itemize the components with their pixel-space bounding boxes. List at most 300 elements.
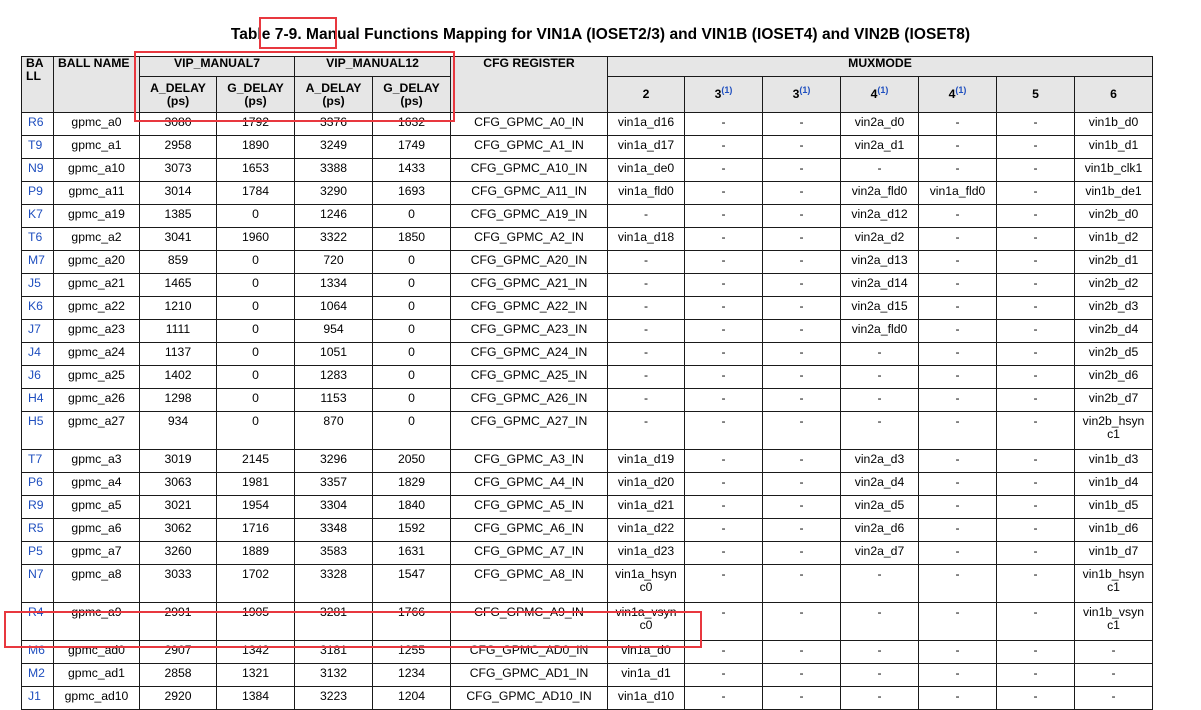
cell-ball-name: gpmc_a23 xyxy=(54,320,140,343)
cell-vip12-g-delay: 1766 xyxy=(373,603,451,641)
header-muxmode-col: 3$^{(1)}$ xyxy=(763,77,841,113)
cell-ball[interactable]: T6 xyxy=(22,228,54,251)
cell-mux2: vin1a_vsyn c0 xyxy=(608,603,685,641)
table-row xyxy=(22,687,1153,710)
cell-vip7-g-delay: 1889 xyxy=(217,542,295,565)
cell-vip7-g-delay: 0 xyxy=(217,343,295,366)
header-cfg-register: CFG REGISTER xyxy=(451,57,608,113)
cell-mux4a: - xyxy=(841,343,919,366)
cell-vip7-a-delay: 3073 xyxy=(140,159,217,182)
cell-mux4b: - xyxy=(919,473,997,496)
cell-vip7-g-delay: 1960 xyxy=(217,228,295,251)
header-a-delay: A_DELAY (ps) xyxy=(140,77,217,113)
cell-vip12-g-delay: 1840 xyxy=(373,496,451,519)
cell-vip7-g-delay: 1784 xyxy=(217,182,295,205)
cell-mux4a: - xyxy=(841,687,919,710)
cell-mux3b: - xyxy=(763,412,841,450)
cell-ball-name: gpmc_a2 xyxy=(54,228,140,251)
cell-mux2: - xyxy=(608,205,685,228)
cell-mux6: - xyxy=(1075,687,1153,710)
cell-mux3a: - xyxy=(685,274,763,297)
cell-vip7-g-delay: 0 xyxy=(217,320,295,343)
cell-mux5: - xyxy=(997,228,1075,251)
cell-vip12-a-delay: 3223 xyxy=(295,687,373,710)
cell-mux3a: - xyxy=(685,182,763,205)
cell-vip12-a-delay: 3281 xyxy=(295,603,373,641)
cell-mux3a: - xyxy=(685,136,763,159)
cell-vip12-g-delay: 0 xyxy=(373,412,451,450)
cell-mux3b: - xyxy=(763,687,841,710)
cell-mux4b: - xyxy=(919,687,997,710)
table-row xyxy=(22,113,1153,136)
mapping-table xyxy=(21,56,1153,710)
cell-vip7-g-delay: 1653 xyxy=(217,159,295,182)
cell-ball[interactable]: J1 xyxy=(22,687,54,710)
cell-mux3a: - xyxy=(685,343,763,366)
cell-mux5: - xyxy=(997,320,1075,343)
header-muxmode-col: 3$^{(1)}$ xyxy=(685,77,763,113)
cell-vip7-a-delay: 3062 xyxy=(140,519,217,542)
cell-mux6: vin2b_d6 xyxy=(1075,366,1153,389)
cell-mux2: vin1a_de0 xyxy=(608,159,685,182)
header-muxmode-col: 4$^{(1)}$ xyxy=(841,77,919,113)
cell-mux3a: - xyxy=(685,473,763,496)
cell-mux6: vin2b_d7 xyxy=(1075,389,1153,412)
cell-mux4b: - xyxy=(919,274,997,297)
cell-mux3b: - xyxy=(763,320,841,343)
cell-cfg-register: CFG_GPMC_A20_IN xyxy=(451,251,608,274)
table-row xyxy=(22,251,1153,274)
cell-vip7-a-delay: 2958 xyxy=(140,136,217,159)
table-row xyxy=(22,542,1153,565)
cell-vip12-g-delay: 1632 xyxy=(373,113,451,136)
cell-cfg-register: CFG_GPMC_A8_IN xyxy=(451,565,608,603)
table-row xyxy=(22,664,1153,687)
table-row xyxy=(22,343,1153,366)
cell-mux3a: - xyxy=(685,496,763,519)
table-row xyxy=(22,519,1153,542)
cell-mux3b: - xyxy=(763,473,841,496)
table-row xyxy=(22,228,1153,251)
cell-vip12-g-delay: 0 xyxy=(373,343,451,366)
cell-ball-name: gpmc_a9 xyxy=(54,603,140,641)
cell-mux5: - xyxy=(997,565,1075,603)
cell-ball[interactable]: M6 xyxy=(22,641,54,664)
cell-ball[interactable]: M2 xyxy=(22,664,54,687)
footnote-ref[interactable]: (1) xyxy=(955,85,967,95)
header-g-delay: G_DELAY (ps) xyxy=(373,77,451,113)
cell-ball[interactable]: P6 xyxy=(22,473,54,496)
cell-ball-name: gpmc_a0 xyxy=(54,113,140,136)
cell-ball-name: gpmc_a4 xyxy=(54,473,140,496)
cell-mux4a: vin2a_d1 xyxy=(841,136,919,159)
cell-vip12-g-delay: 1631 xyxy=(373,542,451,565)
cell-mux5: - xyxy=(997,664,1075,687)
cell-mux4b: - xyxy=(919,320,997,343)
cell-mux3b: - xyxy=(763,542,841,565)
cell-mux4b: - xyxy=(919,389,997,412)
cell-ball-name: gpmc_ad10 xyxy=(54,687,140,710)
cell-ball[interactable]: R5 xyxy=(22,519,54,542)
cell-cfg-register: CFG_GPMC_A9_IN xyxy=(451,603,608,641)
cell-mux3a: - xyxy=(685,641,763,664)
cell-vip7-a-delay: 1210 xyxy=(140,297,217,320)
table-row xyxy=(22,412,1153,450)
cell-mux2: vin1a_d0 xyxy=(608,641,685,664)
cell-mux3b: - xyxy=(763,565,841,603)
cell-cfg-register: CFG_GPMC_A4_IN xyxy=(451,473,608,496)
cell-ball-name: gpmc_ad0 xyxy=(54,641,140,664)
cell-ball[interactable]: J6 xyxy=(22,366,54,389)
cell-mux2: vin1a_d10 xyxy=(608,687,685,710)
cell-vip7-a-delay: 1402 xyxy=(140,366,217,389)
cell-mux4b: - xyxy=(919,113,997,136)
cell-mux5: - xyxy=(997,473,1075,496)
cell-mux4a: vin2a_d15 xyxy=(841,297,919,320)
cell-mux2: vin1a_d19 xyxy=(608,450,685,473)
cell-mux6: vin2b_d3 xyxy=(1075,297,1153,320)
cell-vip7-a-delay: 3041 xyxy=(140,228,217,251)
cell-mux5: - xyxy=(997,519,1075,542)
cell-ball[interactable]: K6 xyxy=(22,297,54,320)
cell-ball-name: gpmc_a26 xyxy=(54,389,140,412)
cell-mux3a: - xyxy=(685,320,763,343)
cell-mux3b: - xyxy=(763,113,841,136)
cell-vip7-a-delay: 3033 xyxy=(140,565,217,603)
cell-ball[interactable]: N7 xyxy=(22,565,54,603)
cell-cfg-register: CFG_GPMC_A23_IN xyxy=(451,320,608,343)
cell-mux5: - xyxy=(997,603,1075,641)
cell-ball-name: gpmc_a11 xyxy=(54,182,140,205)
cell-mux3b: - xyxy=(763,366,841,389)
cell-mux4b: - xyxy=(919,251,997,274)
cell-vip12-a-delay: 3132 xyxy=(295,664,373,687)
cell-mux4b: - xyxy=(919,519,997,542)
cell-cfg-register: CFG_GPMC_A22_IN xyxy=(451,297,608,320)
cell-vip7-a-delay: 3080 xyxy=(140,113,217,136)
cell-vip12-a-delay: 3357 xyxy=(295,473,373,496)
header-muxmode-col: 5 xyxy=(997,77,1075,113)
cell-vip7-a-delay: 859 xyxy=(140,251,217,274)
cell-cfg-register: CFG_GPMC_A1_IN xyxy=(451,136,608,159)
cell-ball-name: gpmc_a10 xyxy=(54,159,140,182)
cell-mux4b: - xyxy=(919,343,997,366)
table-row xyxy=(22,603,1153,641)
cell-vip7-g-delay: 0 xyxy=(217,297,295,320)
cell-vip7-g-delay: 0 xyxy=(217,389,295,412)
cell-vip7-g-delay: 0 xyxy=(217,205,295,228)
cell-mux2: vin1a_d18 xyxy=(608,228,685,251)
cell-mux3b: - xyxy=(763,664,841,687)
cell-vip12-a-delay: 3296 xyxy=(295,450,373,473)
cell-mux3b: - xyxy=(763,297,841,320)
cell-vip7-a-delay: 3021 xyxy=(140,496,217,519)
cell-vip7-g-delay: 1792 xyxy=(217,113,295,136)
cell-ball[interactable]: P5 xyxy=(22,542,54,565)
cell-vip12-g-delay: 1592 xyxy=(373,519,451,542)
cell-mux6: vin1b_clk1 xyxy=(1075,159,1153,182)
cell-cfg-register: CFG_GPMC_A7_IN xyxy=(451,542,608,565)
table-row xyxy=(22,389,1153,412)
cell-mux4a: vin2a_d12 xyxy=(841,205,919,228)
cell-vip12-a-delay: 1064 xyxy=(295,297,373,320)
cell-vip7-a-delay: 2907 xyxy=(140,641,217,664)
cell-mux4a: vin2a_d4 xyxy=(841,473,919,496)
cell-ball-name: gpmc_a24 xyxy=(54,343,140,366)
cell-vip7-g-delay: 0 xyxy=(217,251,295,274)
cell-mux3a: - xyxy=(685,366,763,389)
cell-vip12-a-delay: 1051 xyxy=(295,343,373,366)
cell-vip7-g-delay: 0 xyxy=(217,412,295,450)
cell-vip12-a-delay: 1246 xyxy=(295,205,373,228)
cell-mux2: vin1a_d17 xyxy=(608,136,685,159)
cell-vip12-g-delay: 1850 xyxy=(373,228,451,251)
cell-vip12-a-delay: 3348 xyxy=(295,519,373,542)
cell-mux2: vin1a_fld0 xyxy=(608,182,685,205)
header-g-delay: G_DELAY (ps) xyxy=(217,77,295,113)
cell-mux5: - xyxy=(997,274,1075,297)
cell-ball[interactable]: J5 xyxy=(22,274,54,297)
cell-mux4a: vin2a_d6 xyxy=(841,519,919,542)
cell-vip12-a-delay: 3583 xyxy=(295,542,373,565)
cell-mux6: vin1b_d7 xyxy=(1075,542,1153,565)
cell-ball[interactable]: M7 xyxy=(22,251,54,274)
cell-mux4a: - xyxy=(841,389,919,412)
cell-mux2: - xyxy=(608,366,685,389)
cell-vip12-a-delay: 3322 xyxy=(295,228,373,251)
cell-cfg-register: CFG_GPMC_AD1_IN xyxy=(451,664,608,687)
cell-mux3a: - xyxy=(685,389,763,412)
cell-vip12-g-delay: 1693 xyxy=(373,182,451,205)
cell-mux6: vin1b_de1 xyxy=(1075,182,1153,205)
cell-vip7-a-delay: 1111 xyxy=(140,320,217,343)
cell-cfg-register: CFG_GPMC_A6_IN xyxy=(451,519,608,542)
cell-ball-name: gpmc_a6 xyxy=(54,519,140,542)
cell-vip12-g-delay: 0 xyxy=(373,297,451,320)
cell-ball[interactable]: J4 xyxy=(22,343,54,366)
table-row xyxy=(22,159,1153,182)
header-muxmode-col: 6 xyxy=(1075,77,1153,113)
cell-mux4a: vin2a_fld0 xyxy=(841,182,919,205)
cell-mux4a: - xyxy=(841,159,919,182)
table-body xyxy=(22,113,1153,710)
cell-mux5: - xyxy=(997,366,1075,389)
cell-vip12-g-delay: 1433 xyxy=(373,159,451,182)
cell-mux6: vin1b_d5 xyxy=(1075,496,1153,519)
header-ball: BA LL xyxy=(22,57,54,113)
cell-mux3b: - xyxy=(763,251,841,274)
cell-mux2: vin1a_d1 xyxy=(608,664,685,687)
cell-mux4a: vin2a_d5 xyxy=(841,496,919,519)
cell-mux4a: vin2a_d7 xyxy=(841,542,919,565)
cell-mux5: - xyxy=(997,542,1075,565)
cell-mux2: vin1a_d21 xyxy=(608,496,685,519)
cell-vip12-a-delay: 3304 xyxy=(295,496,373,519)
header-muxmode: MUXMODE xyxy=(608,57,1153,77)
footnote-ref[interactable]: (1) xyxy=(799,85,811,95)
cell-mux4b: - xyxy=(919,565,997,603)
cell-vip12-a-delay: 954 xyxy=(295,320,373,343)
cell-mux6: vin2b_d5 xyxy=(1075,343,1153,366)
cell-vip7-a-delay: 3014 xyxy=(140,182,217,205)
cell-cfg-register: CFG_GPMC_A25_IN xyxy=(451,366,608,389)
cell-cfg-register: CFG_GPMC_A2_IN xyxy=(451,228,608,251)
cell-mux3a: - xyxy=(685,542,763,565)
cell-ball[interactable]: H4 xyxy=(22,389,54,412)
cell-ball-name: gpmc_a25 xyxy=(54,366,140,389)
cell-mux4b: - xyxy=(919,136,997,159)
cell-ball[interactable]: R9 xyxy=(22,496,54,519)
cell-ball[interactable]: J7 xyxy=(22,320,54,343)
cell-mux4a: - xyxy=(841,664,919,687)
cell-ball-name: gpmc_a8 xyxy=(54,565,140,603)
cell-mux4b: - xyxy=(919,366,997,389)
cell-ball-name: gpmc_a27 xyxy=(54,412,140,450)
cell-vip12-a-delay: 3388 xyxy=(295,159,373,182)
cell-mux4b: - xyxy=(919,159,997,182)
cell-mux2: - xyxy=(608,251,685,274)
table-row xyxy=(22,641,1153,664)
cell-mux4b: - xyxy=(919,603,997,641)
header-a-delay: A_DELAY (ps) xyxy=(295,77,373,113)
cell-vip7-a-delay: 1385 xyxy=(140,205,217,228)
cell-mux6: vin2b_d1 xyxy=(1075,251,1153,274)
cell-vip12-a-delay: 1153 xyxy=(295,389,373,412)
cell-cfg-register: CFG_GPMC_A24_IN xyxy=(451,343,608,366)
table-row xyxy=(22,565,1153,603)
cell-vip7-g-delay: 2145 xyxy=(217,450,295,473)
cell-mux4b: - xyxy=(919,297,997,320)
cell-ball-name: gpmc_a20 xyxy=(54,251,140,274)
cell-vip7-a-delay: 3260 xyxy=(140,542,217,565)
cell-ball[interactable]: H5 xyxy=(22,412,54,450)
cell-mux6: vin2b_d4 xyxy=(1075,320,1153,343)
header-muxmode-col: 2 xyxy=(608,77,685,113)
cell-mux6: vin1b_hsyn c1 xyxy=(1075,565,1153,603)
table-row xyxy=(22,496,1153,519)
cell-vip7-g-delay: 0 xyxy=(217,274,295,297)
cell-mux5: - xyxy=(997,182,1075,205)
cell-cfg-register: CFG_GPMC_AD0_IN xyxy=(451,641,608,664)
header-muxmode-col: 4$^{(1)}$ xyxy=(919,77,997,113)
cell-mux4a: - xyxy=(841,603,919,641)
cell-mux4b: - xyxy=(919,205,997,228)
cell-vip12-a-delay: 3376 xyxy=(295,113,373,136)
cell-mux3b: - xyxy=(763,641,841,664)
cell-ball-name: gpmc_a21 xyxy=(54,274,140,297)
table-row xyxy=(22,297,1153,320)
table-row xyxy=(22,320,1153,343)
cell-vip7-a-delay: 3019 xyxy=(140,450,217,473)
cell-ball[interactable]: T7 xyxy=(22,450,54,473)
cell-vip12-a-delay: 1334 xyxy=(295,274,373,297)
cell-mux4a: vin2a_d0 xyxy=(841,113,919,136)
footnote-ref[interactable]: (1) xyxy=(721,85,733,95)
cell-mux3a: - xyxy=(685,113,763,136)
cell-ball[interactable]: P9 xyxy=(22,182,54,205)
cell-mux3a: - xyxy=(685,251,763,274)
cell-mux4b: - xyxy=(919,228,997,251)
cell-vip7-a-delay: 2920 xyxy=(140,687,217,710)
cell-mux4b: - xyxy=(919,664,997,687)
cell-mux4a: vin2a_d14 xyxy=(841,274,919,297)
cell-ball-name: gpmc_a19 xyxy=(54,205,140,228)
cell-ball-name: gpmc_a5 xyxy=(54,496,140,519)
cell-mux3b: - xyxy=(763,389,841,412)
cell-cfg-register: CFG_GPMC_A27_IN xyxy=(451,412,608,450)
cell-vip7-g-delay: 1342 xyxy=(217,641,295,664)
cell-mux6: vin1b_d1 xyxy=(1075,136,1153,159)
cell-mux4a: - xyxy=(841,641,919,664)
cell-mux5: - xyxy=(997,343,1075,366)
cell-mux6: vin2b_d2 xyxy=(1075,274,1153,297)
cell-vip7-a-delay: 1137 xyxy=(140,343,217,366)
header-vip-manual7: VIP_MANUAL7 xyxy=(140,57,295,77)
cell-cfg-register: CFG_GPMC_A3_IN xyxy=(451,450,608,473)
cell-mux4b: vin1a_fld0 xyxy=(919,182,997,205)
cell-vip7-g-delay: 1716 xyxy=(217,519,295,542)
cell-mux4a: vin2a_d2 xyxy=(841,228,919,251)
cell-mux4a: - xyxy=(841,366,919,389)
cell-mux3a: - xyxy=(685,664,763,687)
cell-mux3b: - xyxy=(763,450,841,473)
cell-ball[interactable]: K7 xyxy=(22,205,54,228)
cell-mux3a: - xyxy=(685,412,763,450)
cell-mux3b: - xyxy=(763,343,841,366)
cell-vip12-g-delay: 0 xyxy=(373,251,451,274)
cell-ball-name: gpmc_a3 xyxy=(54,450,140,473)
cell-mux2: - xyxy=(608,297,685,320)
cell-vip12-g-delay: 1234 xyxy=(373,664,451,687)
cell-mux3b: - xyxy=(763,182,841,205)
table-row xyxy=(22,473,1153,496)
cell-ball-name: gpmc_ad1 xyxy=(54,664,140,687)
table-row xyxy=(22,274,1153,297)
cell-ball[interactable]: R6 xyxy=(22,113,54,136)
cell-mux5: - xyxy=(997,450,1075,473)
cell-mux2: - xyxy=(608,320,685,343)
cell-mux3a: - xyxy=(685,228,763,251)
cell-mux4a: vin2a_fld0 xyxy=(841,320,919,343)
cell-mux3b: - xyxy=(763,496,841,519)
cell-vip12-a-delay: 870 xyxy=(295,412,373,450)
cell-mux3a: - xyxy=(685,205,763,228)
cell-vip7-a-delay: 934 xyxy=(140,412,217,450)
cell-mux6: vin1b_vsyn c1 xyxy=(1075,603,1153,641)
cell-mux6: vin1b_d3 xyxy=(1075,450,1153,473)
cell-mux4b: - xyxy=(919,641,997,664)
header-ball-name: BALL NAME xyxy=(54,57,140,113)
cell-ball[interactable]: N9 xyxy=(22,159,54,182)
cell-mux2: - xyxy=(608,343,685,366)
cell-ball[interactable]: T9 xyxy=(22,136,54,159)
cell-mux5: - xyxy=(997,389,1075,412)
cell-mux6: - xyxy=(1075,664,1153,687)
cell-vip7-g-delay: 1890 xyxy=(217,136,295,159)
cell-mux5: - xyxy=(997,136,1075,159)
cell-ball[interactable]: R4 xyxy=(22,603,54,641)
cell-mux3b: - xyxy=(763,228,841,251)
cell-mux3b: - xyxy=(763,136,841,159)
cell-mux4b: - xyxy=(919,542,997,565)
cell-mux3a: - xyxy=(685,159,763,182)
footnote-ref[interactable]: (1) xyxy=(877,85,889,95)
cell-mux4a: vin2a_d3 xyxy=(841,450,919,473)
cell-mux2: - xyxy=(608,389,685,412)
table-row xyxy=(22,450,1153,473)
cell-vip12-a-delay: 3290 xyxy=(295,182,373,205)
cell-mux3b: - xyxy=(763,159,841,182)
